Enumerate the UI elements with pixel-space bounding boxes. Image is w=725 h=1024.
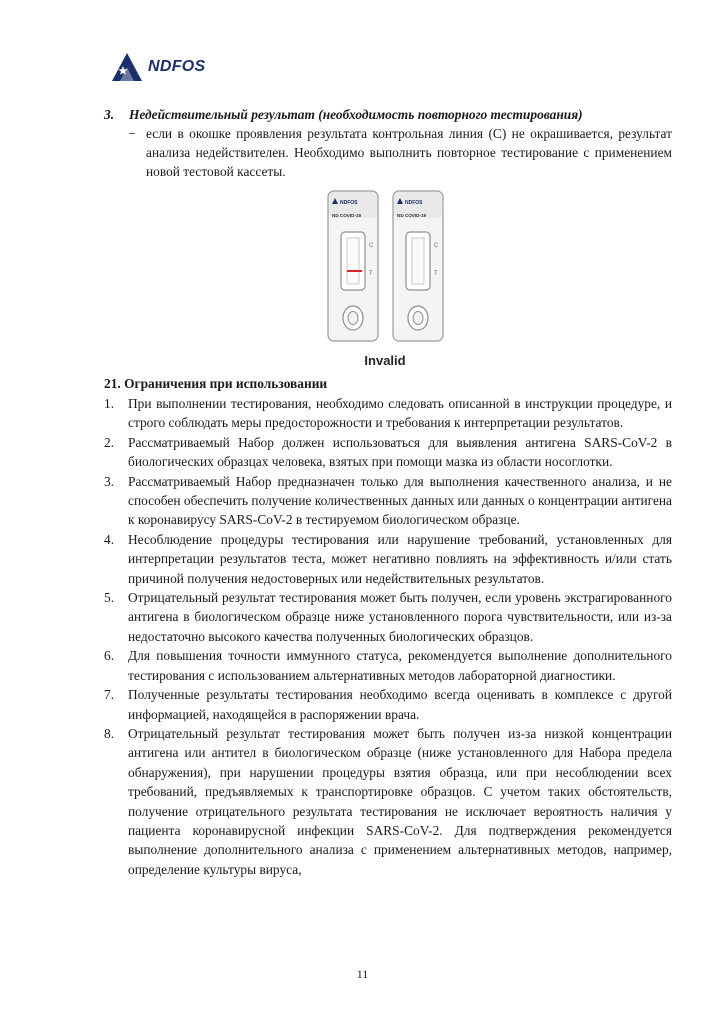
list-item bbox=[104, 724, 672, 879]
invalid-result-figure bbox=[325, 190, 445, 370]
list-text: Для повышения точности иммунного статуса, рекомендуется выполнение дополнительного тестирования с использованием альтернативных методов лабораторной диагностики. bbox=[128, 648, 672, 683]
section-number: 3. bbox=[104, 107, 115, 122]
list-text: При выполнении тестирования, необходимо следовать описанной в инструкции процедуре, и строго соблюдать меры предосторожности и требования к интерпретации результатов. bbox=[128, 396, 672, 431]
list-text: Несоблюдение процедуры тестирования или нарушение требований, установленных для интерпретации результатов теста, может негативно повлиять на эффективность и/или стать причиной получения недостоверных или недействительных результатов. bbox=[128, 531, 672, 586]
figure-caption: Invalid bbox=[364, 353, 406, 368]
page-number: 11 bbox=[356, 967, 369, 981]
bullet-item bbox=[104, 124, 672, 181]
list-item bbox=[104, 433, 672, 472]
list-number: 5. bbox=[104, 590, 115, 606]
list-item bbox=[104, 685, 672, 724]
limitations-list bbox=[104, 394, 672, 879]
cassette-brand-left: NDFOS bbox=[340, 200, 358, 206]
list-text: Рассматриваемый Набор предназначен только для выполнения качественного анализа, и не способен обеспечить получение количественных данных или данных о концентрации антигена к коронавирусу SARS-CoV-2 в тестируемом биологическом образце. bbox=[128, 473, 672, 528]
mark-t-right: T bbox=[434, 271, 438, 277]
bullet-text: если в окошке проявления результата контрольная линия (С) не окрашивается, результат анализа недействителен. Необходимо выполнить повторное тестирование с применением новой тестовой кассеты. bbox=[146, 126, 672, 179]
test-line-left bbox=[347, 270, 362, 272]
section-invalid-result bbox=[104, 105, 672, 181]
section-title: Недействительный результат (необходимость повторного тестирования) bbox=[129, 107, 583, 122]
logo-emblem-icon bbox=[110, 52, 144, 82]
cassette-label-left: ND COVID-19 bbox=[332, 213, 362, 218]
list-item bbox=[104, 646, 672, 685]
section-limitations bbox=[104, 374, 672, 879]
list-number: 2. bbox=[104, 434, 115, 450]
brand-name: NDFOS bbox=[148, 58, 206, 75]
cassette-illustration bbox=[325, 190, 445, 350]
mark-c-left: C bbox=[369, 243, 374, 249]
list-number: 4. bbox=[104, 531, 115, 547]
brand-logo bbox=[110, 50, 206, 84]
list-text: Рассматриваемый Набор должен использоваться для выявления антигена SARS-CoV-2 в биологических образцах человека, взятых при помощи мазка из области носоглотки. bbox=[128, 434, 672, 470]
cassette-left bbox=[328, 191, 378, 341]
mark-c-right: C bbox=[434, 243, 439, 249]
list-number: 6. bbox=[104, 648, 115, 664]
dash-bullet: − bbox=[128, 126, 136, 141]
list-text: Отрицательный результат тестирования может быть получен, если уровень экстрагированного антигена в биологическом образце ниже установленного порога чувствительности, или из-за недостаточно высокого качества полученных биологических образцов. bbox=[128, 590, 672, 644]
list-text: Полученные результаты тестирования необходимо всегда оценивать в комплексе с другой информацией, находящейся в распоряжении врача. bbox=[128, 687, 672, 722]
cassette-label-right: ND COVID-19 bbox=[397, 213, 427, 218]
cassette-brand-right: NDFOS bbox=[405, 200, 423, 206]
list-number: 1. bbox=[104, 396, 115, 411]
list-number: 7. bbox=[104, 687, 115, 703]
list-item bbox=[104, 472, 672, 530]
section-heading: 21. Ограничения при использовании bbox=[104, 376, 328, 391]
section-heading bbox=[104, 105, 672, 124]
list-text: Отрицательный результат тестирования может быть получен из-за низкой концентрации антигена или антител в биологическом образце (ниже установленного для Набора предела обнаружения), при нарушении процедуры взятия образца, или при несоблюдении всех требований, предъявляемых к транспортировке образцов. С учетом таких обстоятельств, получение отрицательного результата тестирования не исключает вероятность наличия у пациента коронавирусной инфекции SARS-CoV-2. Для подтверждения рекомендуется выполнение дополнительного анализа с применением альтернативных методов, например, определение культуры вируса, bbox=[128, 725, 672, 877]
list-number: 3. bbox=[104, 473, 115, 489]
list-item bbox=[104, 530, 672, 588]
list-item bbox=[104, 588, 672, 646]
list-number: 8. bbox=[104, 725, 115, 741]
mark-t-left: T bbox=[369, 271, 373, 277]
list-item bbox=[104, 394, 672, 433]
cassette-right bbox=[393, 191, 443, 341]
